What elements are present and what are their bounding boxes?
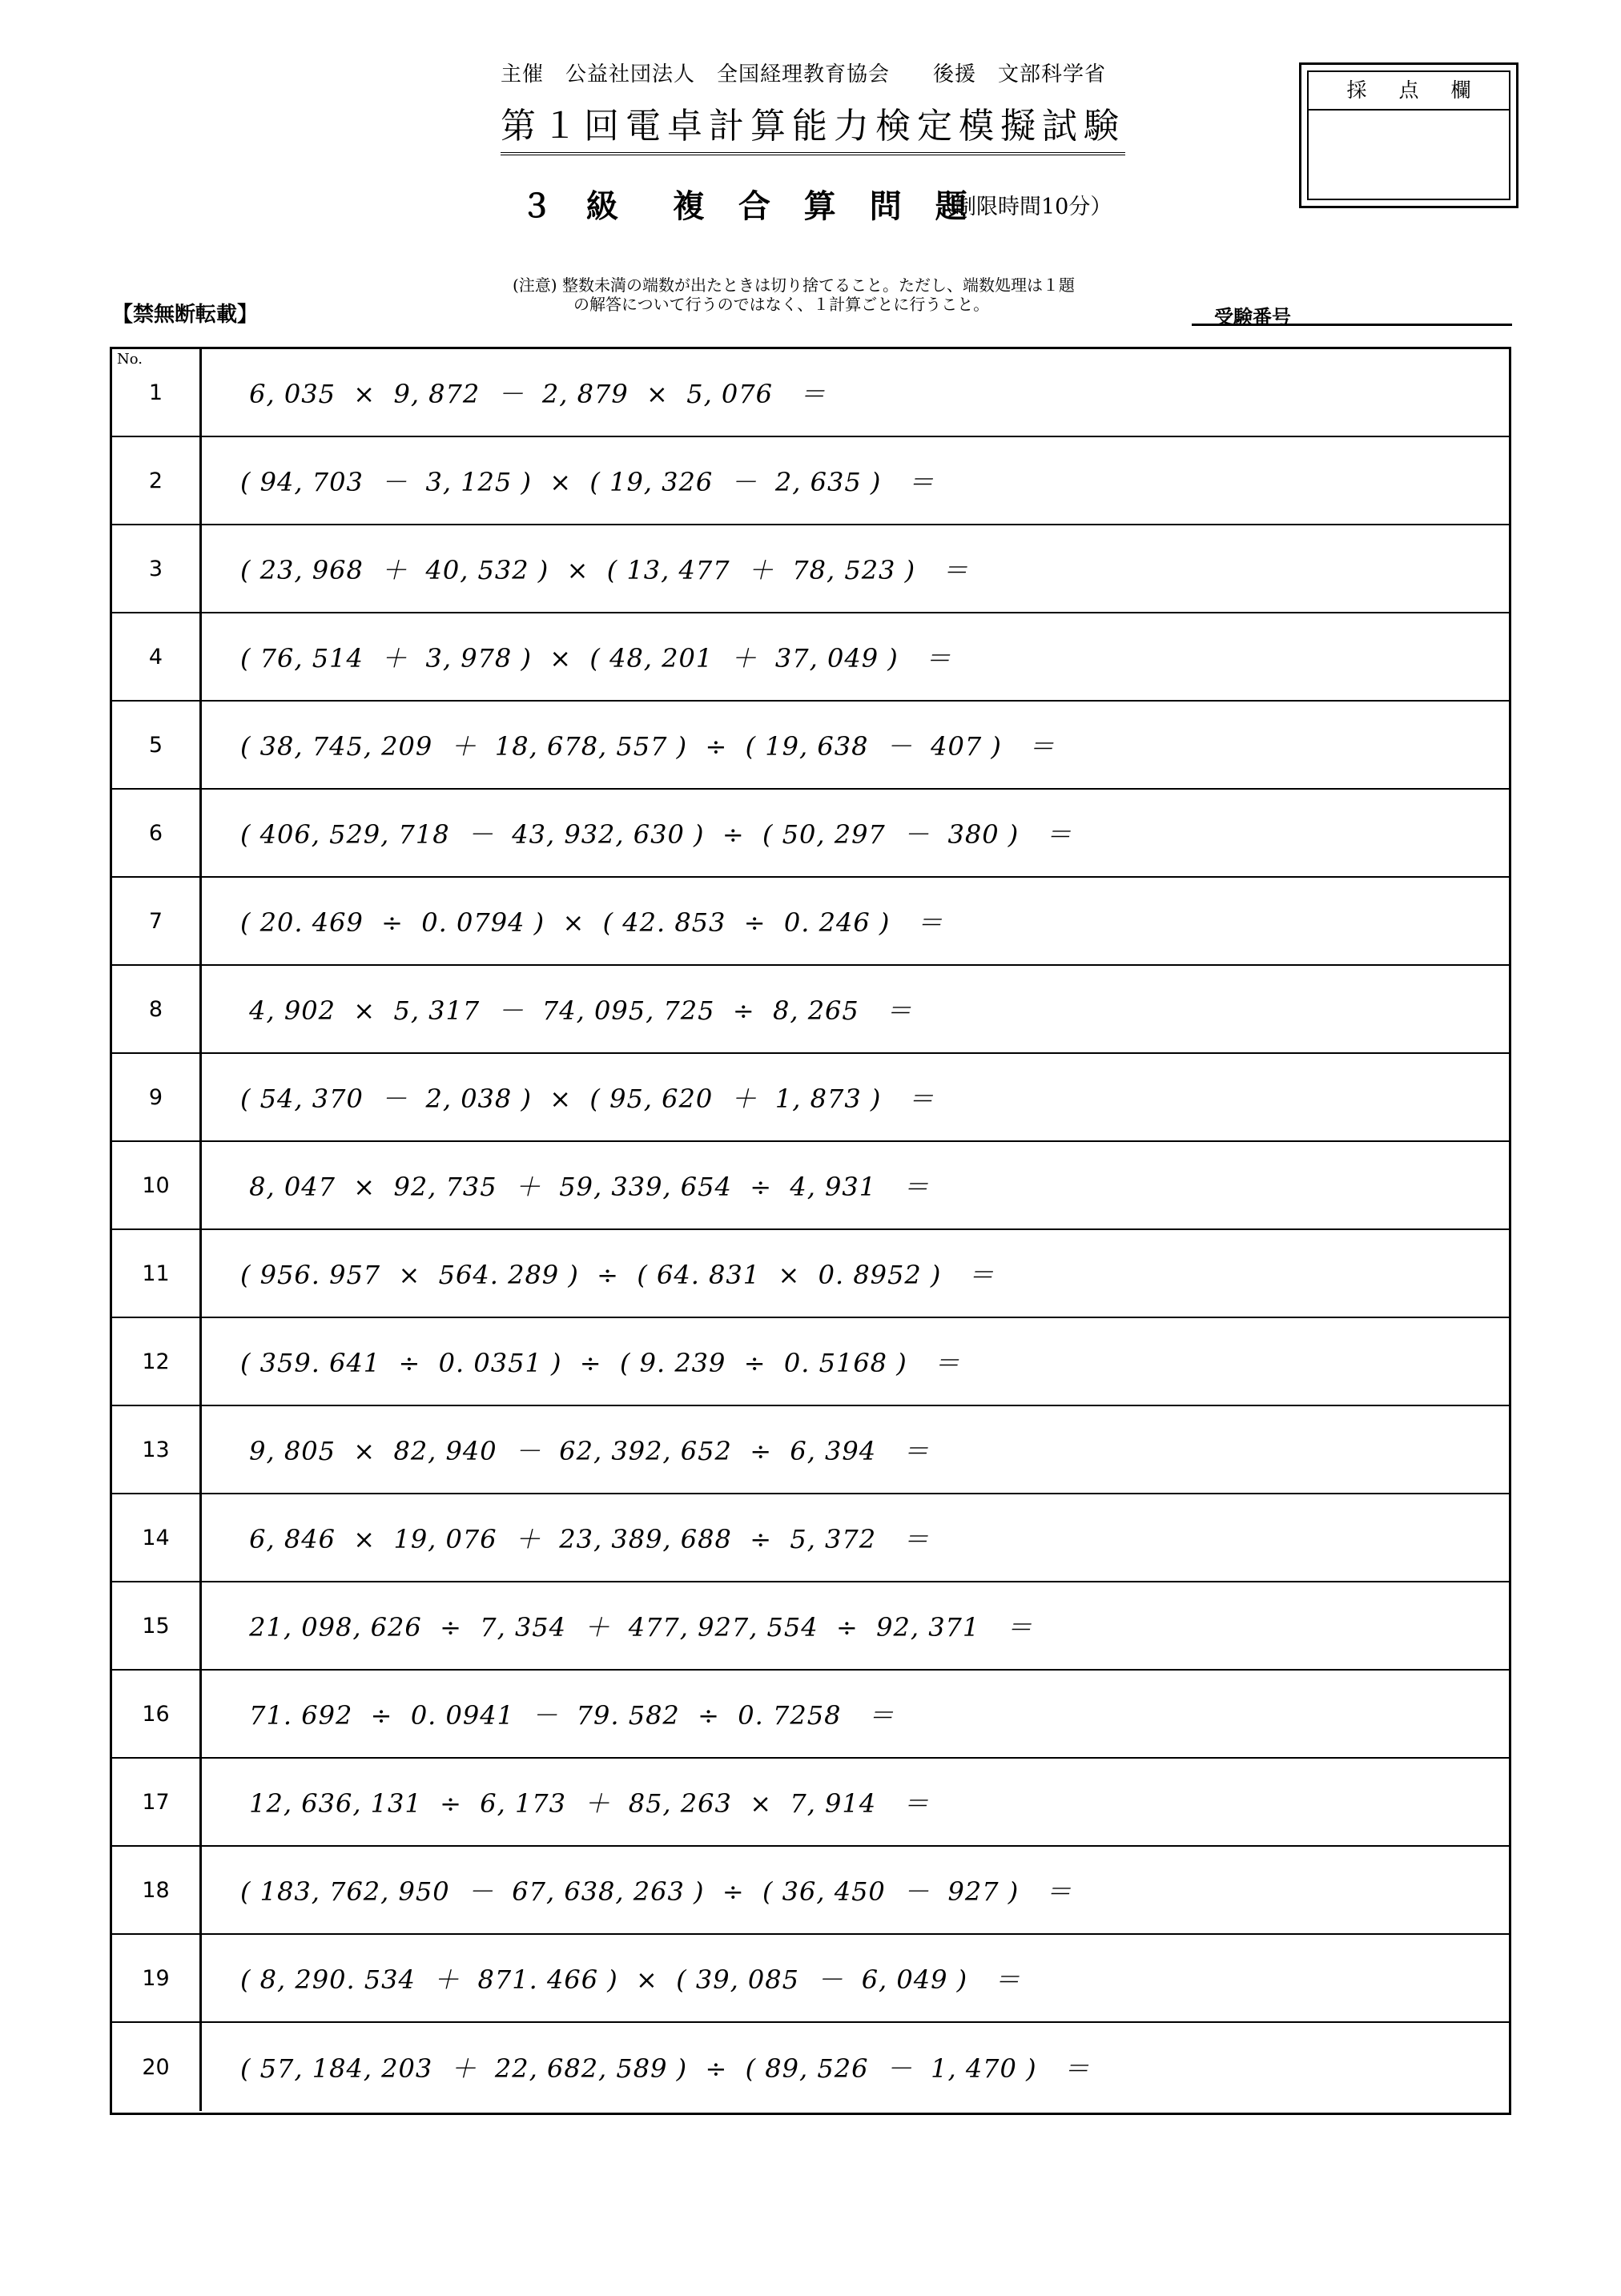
table-row bbox=[112, 1494, 1509, 1582]
problem-number-text: 1 bbox=[148, 380, 163, 405]
table-row bbox=[112, 2023, 1509, 2111]
problem-number bbox=[112, 1406, 202, 1493]
problem-number bbox=[112, 1935, 202, 2021]
table-row bbox=[112, 1759, 1509, 1847]
problem-expression: ( 23, 968 ＋ 40, 532 ) × ( 13, 477 ＋ 78, 523 ) ＝ bbox=[240, 555, 969, 585]
problem-expression: ( 76, 514 ＋ 3, 978 ) × ( 48, 201 ＋ 37, 049 ) ＝ bbox=[240, 643, 952, 674]
problem-number-text: 10 bbox=[142, 1172, 170, 1198]
problem-number-text: 15 bbox=[142, 1613, 170, 1639]
problem-number-text: 19 bbox=[142, 1965, 170, 1991]
problem-number-text: 2 bbox=[148, 468, 163, 493]
no-label: No. bbox=[117, 351, 143, 368]
problem-number-text: 18 bbox=[142, 1877, 170, 1903]
problem-number bbox=[112, 702, 202, 788]
problem-number-text: 7 bbox=[148, 908, 163, 934]
problem-number bbox=[112, 878, 202, 964]
problem-number-text: 9 bbox=[148, 1084, 163, 1110]
problem-number bbox=[112, 1054, 202, 1140]
problem-number-text: 4 bbox=[148, 644, 163, 669]
problem-expression: 8, 047 × 92, 735 ＋ 59, 339, 654 ÷ 4, 931 ＝ bbox=[240, 1172, 930, 1202]
problem-number-text: 5 bbox=[148, 732, 163, 758]
table-row bbox=[112, 878, 1509, 966]
problem-expression: ( 406, 529, 718 － 43, 932, 630 ) ÷ ( 50, 297 － 380 ) ＝ bbox=[240, 819, 1072, 850]
exam-number-label: 受験番号 bbox=[1214, 306, 1291, 328]
score-label: 採点欄 bbox=[1309, 72, 1509, 111]
problem-number-text: 11 bbox=[142, 1261, 170, 1286]
problem-number bbox=[112, 2023, 202, 2111]
problem-expression: 9, 805 × 82, 940 － 62, 392, 652 ÷ 6, 394 ＝ bbox=[240, 1436, 930, 1466]
problem-number bbox=[112, 1671, 202, 1757]
problem-number bbox=[112, 790, 202, 876]
problem-expression: ( 38, 745, 209 ＋ 18, 678, 557 ) ÷ ( 19, 638 － 407 ) ＝ bbox=[240, 731, 1056, 762]
score-box bbox=[1299, 62, 1518, 208]
problem-number bbox=[112, 349, 202, 436]
problem-number bbox=[112, 1318, 202, 1405]
problem-expression: ( 956. 957 × 564. 289 ) ÷ ( 64. 831 × 0. 8952 ) ＝ bbox=[240, 1260, 995, 1290]
problem-expression: ( 183, 762, 950 － 67, 638, 263 ) ÷ ( 36, 450 － 927 ) ＝ bbox=[240, 1876, 1072, 1907]
problem-number-text: 3 bbox=[148, 556, 163, 581]
table-row bbox=[112, 613, 1509, 702]
problem-number bbox=[112, 613, 202, 700]
table-row bbox=[112, 702, 1509, 790]
reprint-notice: 【禁無断転載】 bbox=[112, 303, 259, 327]
problem-number-text: 8 bbox=[148, 996, 163, 1022]
table-row bbox=[112, 349, 1509, 437]
problem-expression: ( 359. 641 ÷ 0. 0351 ) ÷ ( 9. 239 ÷ 0. 5168 ) ＝ bbox=[240, 1348, 961, 1378]
problem-number-text: 12 bbox=[142, 1349, 170, 1374]
problem-table bbox=[110, 347, 1511, 2115]
instructions-note bbox=[513, 275, 1121, 314]
exam-number-field[interactable] bbox=[1192, 301, 1512, 326]
problem-number bbox=[112, 1847, 202, 1933]
problem-expression: 6, 846 × 19, 076 ＋ 23, 389, 688 ÷ 5, 372 ＝ bbox=[240, 1524, 930, 1554]
table-row bbox=[112, 790, 1509, 878]
problem-number bbox=[112, 1582, 202, 1669]
problem-expression: 71. 692 ÷ 0. 0941 － 79. 582 ÷ 0. 7258 ＝ bbox=[240, 1700, 895, 1731]
problem-expression: ( 54, 370 － 2, 038 ) × ( 95, 620 ＋ 1, 873 ) ＝ bbox=[240, 1084, 935, 1114]
problem-number-text: 20 bbox=[142, 2054, 170, 2080]
problem-expression: ( 94, 703 － 3, 125 ) × ( 19, 326 － 2, 635 ) ＝ bbox=[240, 467, 935, 497]
exam-title: 第１回電卓計算能力検定模擬試験 bbox=[501, 104, 1125, 155]
exam-subtitle: ３ 級 複 合 算 問 題 bbox=[521, 188, 979, 225]
table-row bbox=[112, 1230, 1509, 1318]
problem-number-text: 17 bbox=[142, 1789, 170, 1815]
problem-expression: 4, 902 × 5, 317 － 74, 095, 725 ÷ 8, 265 ＝ bbox=[240, 995, 913, 1026]
table-row bbox=[112, 966, 1509, 1054]
problem-expression: ( 8, 290. 534 ＋ 871. 466 ) × ( 39, 085 － 6, 049 ) ＝ bbox=[240, 1964, 1021, 1995]
table-row bbox=[112, 1142, 1509, 1230]
problem-number-text: 13 bbox=[142, 1437, 170, 1462]
table-row bbox=[112, 1847, 1509, 1935]
table-row bbox=[112, 525, 1509, 613]
problem-number bbox=[112, 966, 202, 1052]
problem-expression: 12, 636, 131 ÷ 6, 173 ＋ 85, 263 × 7, 914 ＝ bbox=[240, 1788, 930, 1819]
problem-number bbox=[112, 1230, 202, 1317]
problem-number bbox=[112, 1759, 202, 1845]
table-row bbox=[112, 1935, 1509, 2023]
problem-expression: ( 20. 469 ÷ 0. 0794 ) × ( 42. 853 ÷ 0. 246 ) ＝ bbox=[240, 907, 943, 938]
problem-number-text: 16 bbox=[142, 1701, 170, 1727]
problem-expression: 21, 098, 626 ÷ 7, 354 ＋ 477, 927, 554 ÷ 92, 371 ＝ bbox=[240, 1612, 1033, 1643]
score-box-inner bbox=[1307, 70, 1510, 200]
table-row bbox=[112, 437, 1509, 525]
sponsor-line: 主催 公益社団法人 全国経理教育協会 後援 文部科学省 bbox=[501, 62, 1107, 86]
problem-number bbox=[112, 525, 202, 612]
table-row bbox=[112, 1406, 1509, 1494]
problem-number-text: 6 bbox=[148, 820, 163, 846]
problem-number bbox=[112, 1494, 202, 1581]
time-limit: （制限時間10分） bbox=[933, 195, 1112, 219]
problem-expression: ( 57, 184, 203 ＋ 22, 682, 589 ) ÷ ( 89, 526 － 1, 470 ) ＝ bbox=[240, 2053, 1091, 2084]
table-row bbox=[112, 1318, 1509, 1406]
table-row bbox=[112, 1671, 1509, 1759]
note-line-2: の解答について行うのではなく、１計算ごとに行うこと。 bbox=[573, 295, 990, 314]
problem-expression: 6, 035 × 9, 872 － 2, 879 × 5, 076 ＝ bbox=[240, 379, 827, 409]
table-row bbox=[112, 1582, 1509, 1671]
problem-number bbox=[112, 437, 202, 524]
problem-number bbox=[112, 1142, 202, 1228]
note-line-1: (注意) 整数未満の端数が出たときは切り捨てること。ただし、端数処理は１題 bbox=[513, 275, 1075, 295]
problem-number-text: 14 bbox=[142, 1525, 170, 1550]
table-row bbox=[112, 1054, 1509, 1142]
